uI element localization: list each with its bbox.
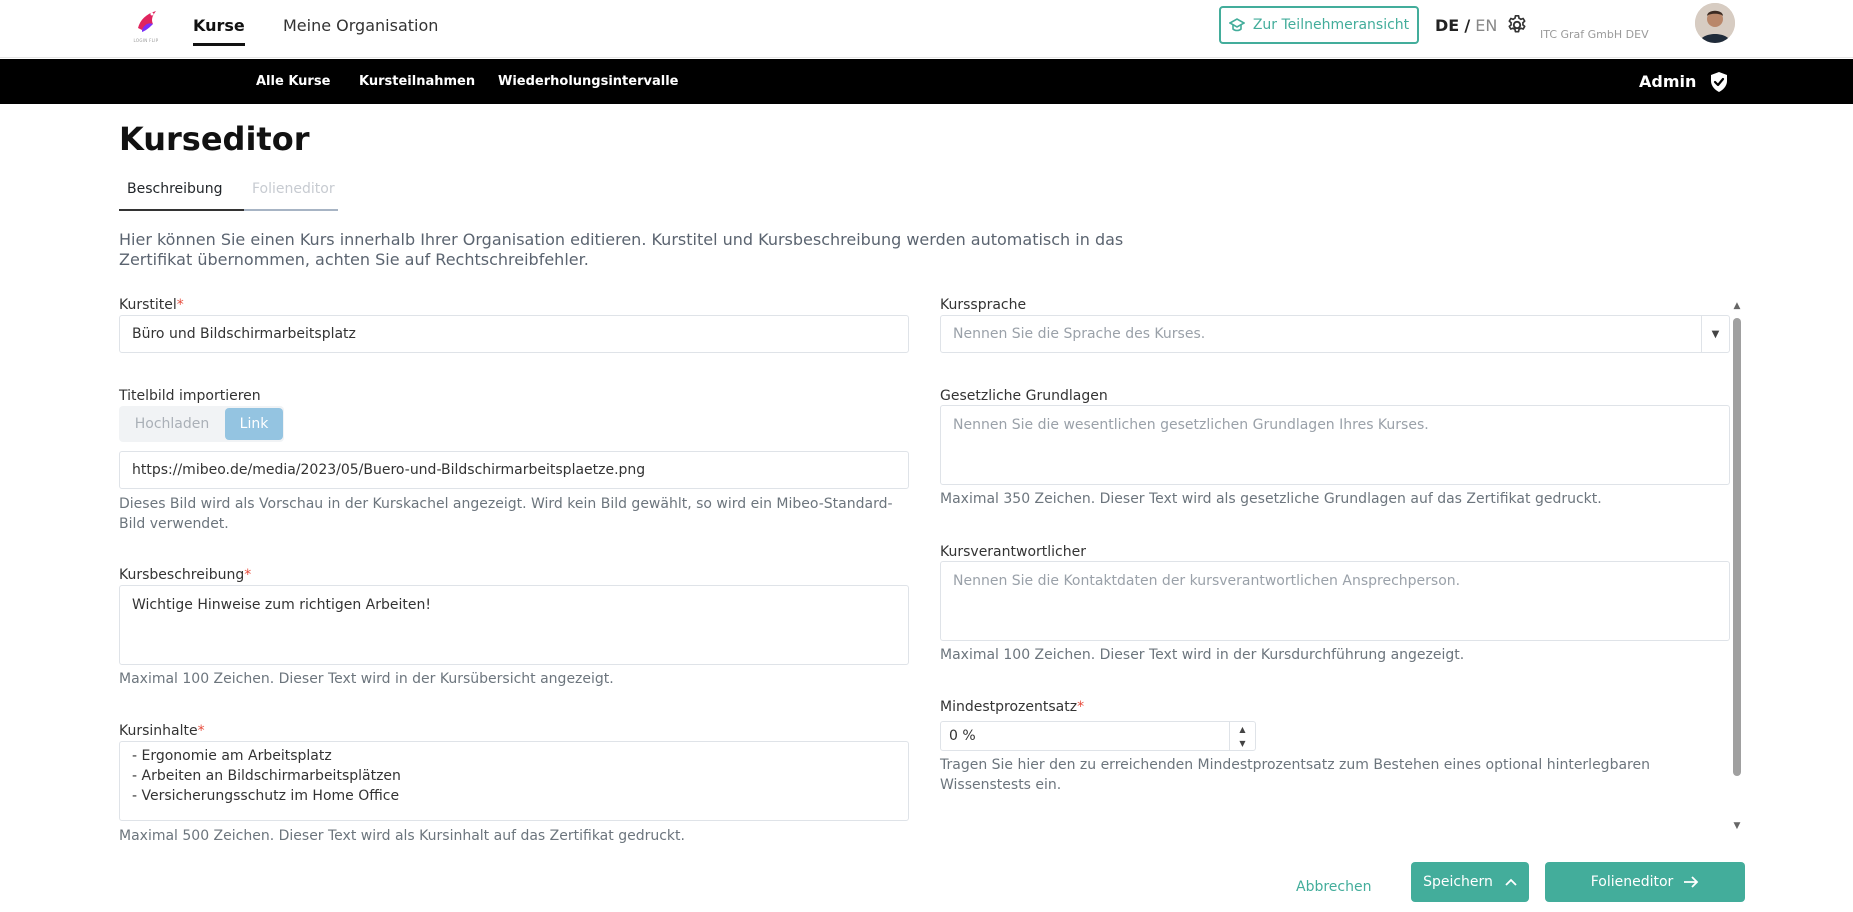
- image-source-toggle: [119, 406, 284, 442]
- language-switch: [1435, 16, 1497, 35]
- min-percentage-hint: Tragen Sie hier den zu erreichenden Mindestprozentsatz zum Bestehen eines optional hinterlegbaren Wissenstests ein.: [940, 757, 1650, 793]
- graduation-cap-icon: [1229, 18, 1245, 32]
- tab-folieneditor[interactable]: Folieneditor: [244, 177, 338, 211]
- course-contents-label: Kursinhalte*: [119, 723, 205, 739]
- legal-basis-label: Gesetzliche Grundlagen: [940, 388, 1108, 404]
- toggle-upload[interactable]: Hochladen: [134, 416, 210, 432]
- stepper-down-icon[interactable]: ▼: [1239, 738, 1246, 748]
- course-contents-hint: Maximal 500 Zeichen. Dieser Text wird als Kursinhalt auf das Zertifikat gedruckt.: [119, 828, 685, 843]
- scrollbar-thumb[interactable]: [1733, 318, 1741, 776]
- title-image-hint: Dieses Bild wird als Vorschau in der Kurskachel angezeigt. Wird kein Bild gewählt, so wird ein Mibeo-Standard-Bild verwendet.: [119, 496, 893, 532]
- course-description-label: Kursbeschreibung*: [119, 567, 252, 583]
- subnav-wiederholungsintervalle[interactable]: Wiederholungsintervalle: [498, 74, 679, 89]
- title-image-label: Titelbild importieren: [119, 388, 261, 404]
- save-label: Speichern: [1423, 874, 1493, 890]
- course-description-textarea[interactable]: Wichtige Hinweise zum richtigen Arbeiten!: [119, 585, 909, 665]
- lang-separator: /: [1464, 16, 1471, 35]
- nav-meine-organisation[interactable]: Meine Organisation: [283, 16, 439, 35]
- participant-view-label: Zur Teilnehmeransicht: [1252, 17, 1410, 33]
- subnav-alle-kurse[interactable]: Alle Kurse: [256, 74, 331, 89]
- form-scrollbar[interactable]: [1731, 300, 1743, 832]
- course-title-label: Kurstitel*: [119, 297, 184, 313]
- user-avatar[interactable]: [1695, 3, 1735, 43]
- gear-icon[interactable]: [1506, 14, 1528, 36]
- responsible-hint: Maximal 100 Zeichen. Dieser Text wird in der Kursdurchführung angezeigt.: [940, 647, 1465, 663]
- course-contents-line: - Arbeiten an Bildschirmarbeitsplätzen: [132, 768, 401, 784]
- course-contents-textarea[interactable]: [119, 741, 909, 821]
- participant-view-button[interactable]: [1219, 6, 1419, 44]
- tab-beschreibung[interactable]: Beschreibung: [119, 177, 244, 211]
- percentage-stepper[interactable]: [1229, 722, 1255, 750]
- lang-en[interactable]: EN: [1475, 16, 1498, 35]
- logo-caption: LOGIN FLIP: [133, 38, 159, 43]
- subnav-kursteilnahmen[interactable]: Kursteilnahmen: [359, 74, 476, 89]
- min-percentage-label: Mindestprozentsatz*: [940, 699, 1085, 715]
- min-percentage-input[interactable]: 0 % ▲ ▼: [940, 721, 1256, 751]
- course-language-select[interactable]: Nennen Sie die Sprache des Kurses. ▼: [940, 315, 1730, 353]
- course-contents-line: - Ergonomie am Arbeitsplatz: [132, 748, 332, 764]
- scroll-up-icon[interactable]: ▲: [1733, 301, 1741, 311]
- organization-name: ITC Graf GmbH DEV: [1540, 28, 1649, 41]
- course-language-label: Kurssprache: [940, 297, 1027, 313]
- scroll-down-icon[interactable]: ▼: [1733, 821, 1741, 831]
- bird-logo-icon: [132, 8, 160, 36]
- legal-basis-hint: Maximal 350 Zeichen. Dieser Text wird als gesetzliche Grundlagen auf das Zertifikat gedruckt.: [940, 491, 1602, 507]
- top-header: [0, 0, 1853, 58]
- title-image-url-input[interactable]: https://mibeo.de/media/2023/05/Buero-und-Bildschirmarbeitsplaetze.png: [119, 451, 909, 489]
- chevron-up-icon: [1505, 878, 1517, 886]
- intro-text: Hier können Sie einen Kurs innerhalb Ihrer Organisation editieren. Kurstitel und Kursbeschreibung werden automatisch in das Zertifikat übernommen, achten Sie auf Rechtschreibfehler.: [119, 230, 1124, 269]
- save-button[interactable]: [1411, 862, 1529, 902]
- stepper-up-icon[interactable]: ▲: [1239, 724, 1246, 734]
- course-contents-hint-clip: [119, 826, 919, 843]
- app-logo[interactable]: [128, 8, 164, 44]
- chevron-down-icon: ▼: [1701, 316, 1729, 352]
- admin-label: Admin: [1639, 72, 1697, 91]
- slide-editor-label: Folieneditor: [1590, 874, 1674, 890]
- footer-actions: [0, 843, 1853, 912]
- shield-check-icon: [1709, 71, 1729, 93]
- arrow-right-icon: [1683, 876, 1699, 888]
- toggle-link[interactable]: Link: [225, 408, 283, 440]
- cancel-button[interactable]: Abbrechen: [1296, 879, 1372, 895]
- legal-basis-textarea[interactable]: Nennen Sie die wesentlichen gesetzlichen Grundlagen Ihres Kurses.: [940, 405, 1730, 485]
- course-description-hint: Maximal 100 Zeichen. Dieser Text wird in der Kursübersicht angezeigt.: [119, 671, 614, 687]
- lang-de[interactable]: DE: [1435, 16, 1460, 35]
- nav-kurse[interactable]: Kurse: [193, 16, 245, 35]
- responsible-textarea[interactable]: Nennen Sie die Kontaktdaten der kursverantwortlichen Ansprechperson.: [940, 561, 1730, 641]
- user-photo-icon: [1695, 3, 1735, 43]
- responsible-label: Kursverantwortlicher: [940, 544, 1086, 560]
- course-contents-line: - Versicherungsschutz im Home Office: [132, 788, 400, 804]
- page-title: Kurseditor: [119, 120, 310, 158]
- course-title-input[interactable]: Büro und Bildschirmarbeitsplatz: [119, 315, 909, 353]
- slide-editor-button[interactable]: [1545, 862, 1745, 902]
- sub-navigation: [0, 59, 1853, 104]
